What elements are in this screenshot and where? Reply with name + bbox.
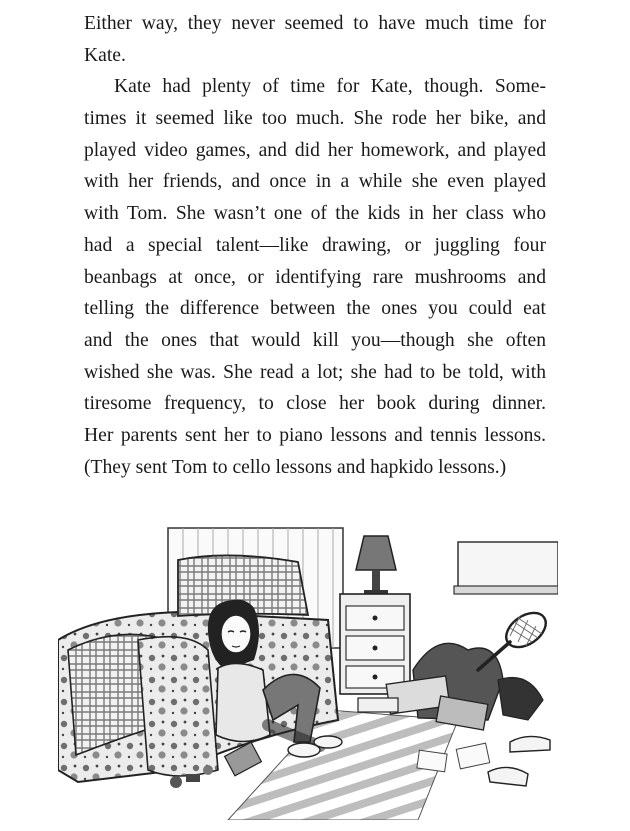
nightstand <box>340 594 410 694</box>
lamp <box>356 536 396 596</box>
text-line: tiresome frequency, to close her book during dinner. <box>84 393 546 415</box>
text-line: played video games, and did her homework, and played <box>84 139 546 161</box>
bedroom-illustration <box>58 520 558 820</box>
sneakers <box>488 736 550 786</box>
text-line: (They sent Tom to cello lessons and hapkido lessons.) <box>84 456 507 478</box>
text-line: Kate. <box>84 44 126 66</box>
text-line: Her parents sent her to piano lessons and tennis lessons. <box>84 424 546 446</box>
window <box>454 542 558 594</box>
text-line: telling the difference between the ones you could eat <box>84 298 546 320</box>
text-line: with her friends, and once in a while she even played <box>84 171 546 193</box>
text-line: and the ones that would kill you—though she often <box>84 329 546 351</box>
text-line: Either way, they never seemed to have much time for <box>84 13 546 34</box>
text-line: wished she was. She read a lot; she had to be told, with <box>84 361 546 383</box>
tennis-racket <box>478 606 552 670</box>
text-line: had a special talent—like drawing, or juggling four <box>84 234 546 256</box>
body-text <box>84 8 546 483</box>
text-line: times it seemed like too much. She rode her bike, and <box>84 108 546 130</box>
text-line: with Tom. She wasn’t one of the kids in her class who <box>84 203 546 225</box>
text-line: beanbags at once, or identifying rare mushrooms and <box>84 266 546 288</box>
text-line: Kate had plenty of time for Kate, though. Some- <box>114 76 546 98</box>
